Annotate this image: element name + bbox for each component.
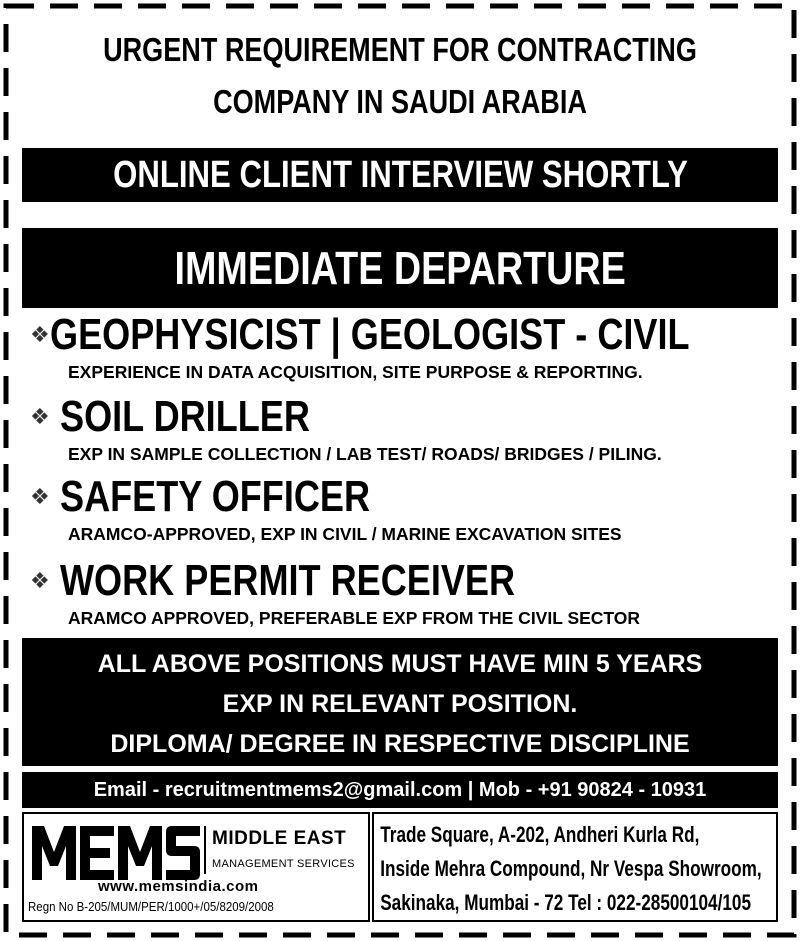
job-title: SAFETY OFFICER — [60, 472, 371, 521]
address-line: Trade Square, A-202, Andheri Kurla Rd, — [380, 822, 700, 847]
registration-number: Regn No B-205/MUM/PER/1000+/05/8209/2008 — [28, 900, 274, 914]
requirement-line: DIPLOMA/ DEGREE IN RESPECTIVE DISCIPLINE — [110, 730, 690, 758]
brand-subtitle: MANAGEMENT SERVICES — [212, 858, 355, 870]
address-box — [372, 812, 778, 922]
address-line: Sakinaka, Mumbai - 72 Tel : 022-28500104/105 — [380, 890, 751, 915]
diamond-bullet-icon: ❖ — [30, 484, 50, 509]
headline-line-2: COMPANY IN SAUDI ARABIA — [213, 83, 587, 120]
job-item — [30, 392, 778, 466]
headline-line-1: URGENT REQUIREMENT FOR CONTRACTING — [103, 31, 697, 68]
job-detail: ARAMCO-APPROVED, EXP IN CIVIL / MARINE EXCAVATION SITES — [68, 524, 622, 544]
job-title: WORK PERMIT RECEIVER — [60, 556, 516, 605]
job-item — [30, 310, 778, 384]
departure-banner-text: IMMEDIATE DEPARTURE — [174, 242, 626, 294]
website-link[interactable]: www.memsindia.com — [98, 878, 259, 895]
contact-bar: Email - recruitmentmems2@gmail.com | Mob - +91 90824 - 10931 — [22, 772, 778, 808]
job-detail: EXP IN SAMPLE COLLECTION / LAB TEST/ ROADS/ BRIDGES / PILING. — [68, 444, 662, 464]
job-title: SOIL DRILLER — [60, 392, 310, 441]
job-detail: EXPERIENCE IN DATA ACQUISITION, SITE PURPOSE & REPORTING. — [68, 362, 643, 382]
job-detail: ARAMCO APPROVED, PREFERABLE EXP FROM THE CIVIL SECTOR — [68, 608, 641, 628]
diamond-bullet-icon: ❖ — [30, 404, 50, 429]
departure-banner — [22, 228, 778, 308]
poster-content — [22, 20, 778, 922]
company-logo-box — [22, 812, 370, 922]
address-line: Inside Mehra Compound, Nr Vespa Showroom, — [380, 856, 762, 881]
mems-logo-icon — [32, 822, 202, 880]
requirement-line: EXP IN RELEVANT POSITION. — [222, 690, 578, 718]
logo-divider — [204, 826, 206, 874]
interview-banner-text: ONLINE CLIENT INTERVIEW SHORTLY — [112, 154, 688, 196]
interview-banner — [22, 148, 778, 202]
brand-name: MIDDLE EAST — [212, 828, 347, 849]
job-item — [30, 556, 778, 630]
requirements-block — [22, 638, 778, 766]
footer — [22, 812, 778, 922]
job-item — [30, 472, 778, 546]
diamond-bullet-icon: ❖ — [30, 322, 50, 347]
requirement-line: ALL ABOVE POSITIONS MUST HAVE MIN 5 YEARS — [97, 650, 703, 678]
headline — [90, 24, 710, 128]
diamond-bullet-icon: ❖ — [30, 568, 50, 593]
job-title: GEOPHYSICIST | GEOLOGIST - CIVIL — [49, 310, 690, 359]
